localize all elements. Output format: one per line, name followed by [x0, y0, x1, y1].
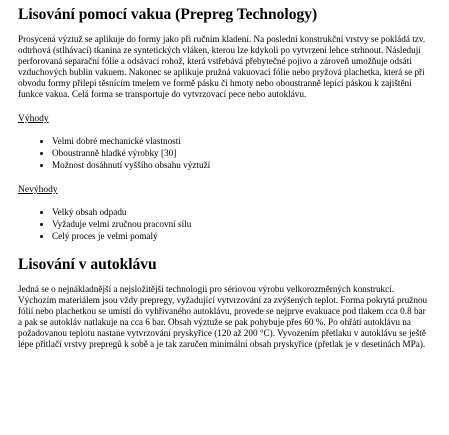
advantages-list [18, 135, 431, 171]
disadvantages-list [18, 206, 431, 242]
section-heading-vacuum: Lisování pomocí vakua (Prepreg Technology) [18, 6, 318, 23]
section-paragraph-vacuum: Prosycená výztuž se aplikuje do formy jako při ručním kladení. Na poslední konstrukční vrstvy se pokládá tzv. odtrhová (stlhávací) tkanina ze syntetických vláken, kterou lze kdykoli po vytvrzení lehce strhnout. Následují perforovaná separační fólie a odsávací rohož, která vstřebává přebytečné pojivo a zároveň umožňuje odsáti vzduchových bublin vakuem. Nakonec se aplikuje pružná vakuovací fólie nebo pryžová plachetka, která se při obvodu formy přilepí těsnícím tmelem ve formě pásku či hmoty nebo oboustranně lepící páskou k zajištění funkce vakua. Celá forma se transportuje do vytvrzovací pece nebo autoklávu. [18, 34, 426, 99]
list-item: • Možnost dosáhnutí vyššího obsahu výztuží [52, 159, 431, 171]
list-item: • Vyžaduje velmi zručnou pracovní sílu [52, 218, 431, 230]
list-item: • Velmi dobré mechanické vlastnosti [52, 135, 431, 147]
section-heading-autoclave: Lisování v autoklávu [18, 256, 157, 273]
list-item: • Velký obsah odpadu [52, 206, 431, 218]
section-paragraph-autoclave: Jedná se o nejnákladnější a nejsložitější technologii pro sériovou výrobu velkorozměrných konstrukcí. Výchozím materiálem jsou vždy prepregy, vyžadující vytvrzování za zvýšených teplot. Forma pokrytá pružnou fólií nebo plachetkou se umístí do vyhřívaného autoklávu, provede se nejprve evakuace pod tlakem cca 0.8 bar a pak se autokláv natlakuje na cca 6 bar. Obsah výztuže se pak pohybuje přes 60 %. Po ohřátí autoklávu na požadovanou teplotu nastane vytvrzování pryskyřice (120 až 200 °C). Vyvozením přetlaku v autoklávu se ještě lépe přitlačí vrstvy prepregů k sobě a je tak zaručen minimální obsah pryskyřice (přetlak je v desetinách MPa). [18, 284, 428, 349]
list-item: • Oboustranně hladké výrobky [30] [52, 147, 431, 159]
advantages-label: Výhody [18, 114, 49, 124]
list-item: • Celý proces je velmi pomalý [52, 230, 431, 242]
disadvantages-label: Nevýhody [18, 185, 58, 195]
